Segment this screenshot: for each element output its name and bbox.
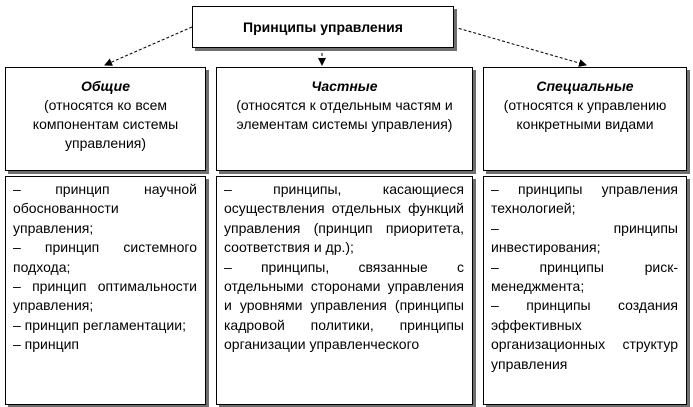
list-item: – принципы, касающиеся осуществления отдельных функций управления (принцип приоритета, соответствия и др.); — [224, 181, 464, 256]
category-general-header — [5, 67, 206, 171]
category-specific-list — [216, 176, 473, 405]
category-special-header — [483, 67, 687, 171]
list-item: – принципы риск-менеджмента; — [491, 258, 678, 295]
category-special-description: (относятся к управлению конкретными видами — [503, 97, 667, 132]
category-specific-description: (относятся к отдельным частям и элементам системы управления) — [236, 97, 453, 132]
category-general-description: (относятся ко всем компонентам системы управления) — [32, 97, 179, 151]
category-special-name: Специальные — [536, 78, 634, 94]
list-item: – принципы управления технологией; — [491, 181, 678, 217]
category-specific-header — [216, 67, 473, 171]
category-general-name: Общие — [81, 78, 130, 94]
category-specific-name: Частные — [311, 78, 378, 94]
arrow-to-special — [454, 27, 586, 65]
arrow-to-general — [105, 27, 192, 65]
list-item: – принцип системного подхода; — [13, 239, 197, 275]
diagram-title — [192, 6, 454, 48]
category-general-list — [5, 176, 206, 405]
list-item: – принцип научной обоснованности управления; — [13, 181, 197, 236]
diagram-title-text: Принципы управления — [243, 19, 403, 35]
list-item: – принципы, связанные с отдельными сторонами управления и уровнями управления (принципы кадровой политики, принципы организации управленческого — [224, 258, 464, 353]
list-item: – принципы инвестирования; — [491, 219, 678, 256]
list-item: – принцип регламентации; — [13, 316, 186, 333]
list-item: – принципы создания эффективных организационных структур управления — [491, 297, 678, 372]
category-special-list — [483, 176, 687, 405]
list-item: – принцип — [13, 336, 80, 353]
list-item: – принцип оптимальности управления; — [13, 278, 197, 314]
